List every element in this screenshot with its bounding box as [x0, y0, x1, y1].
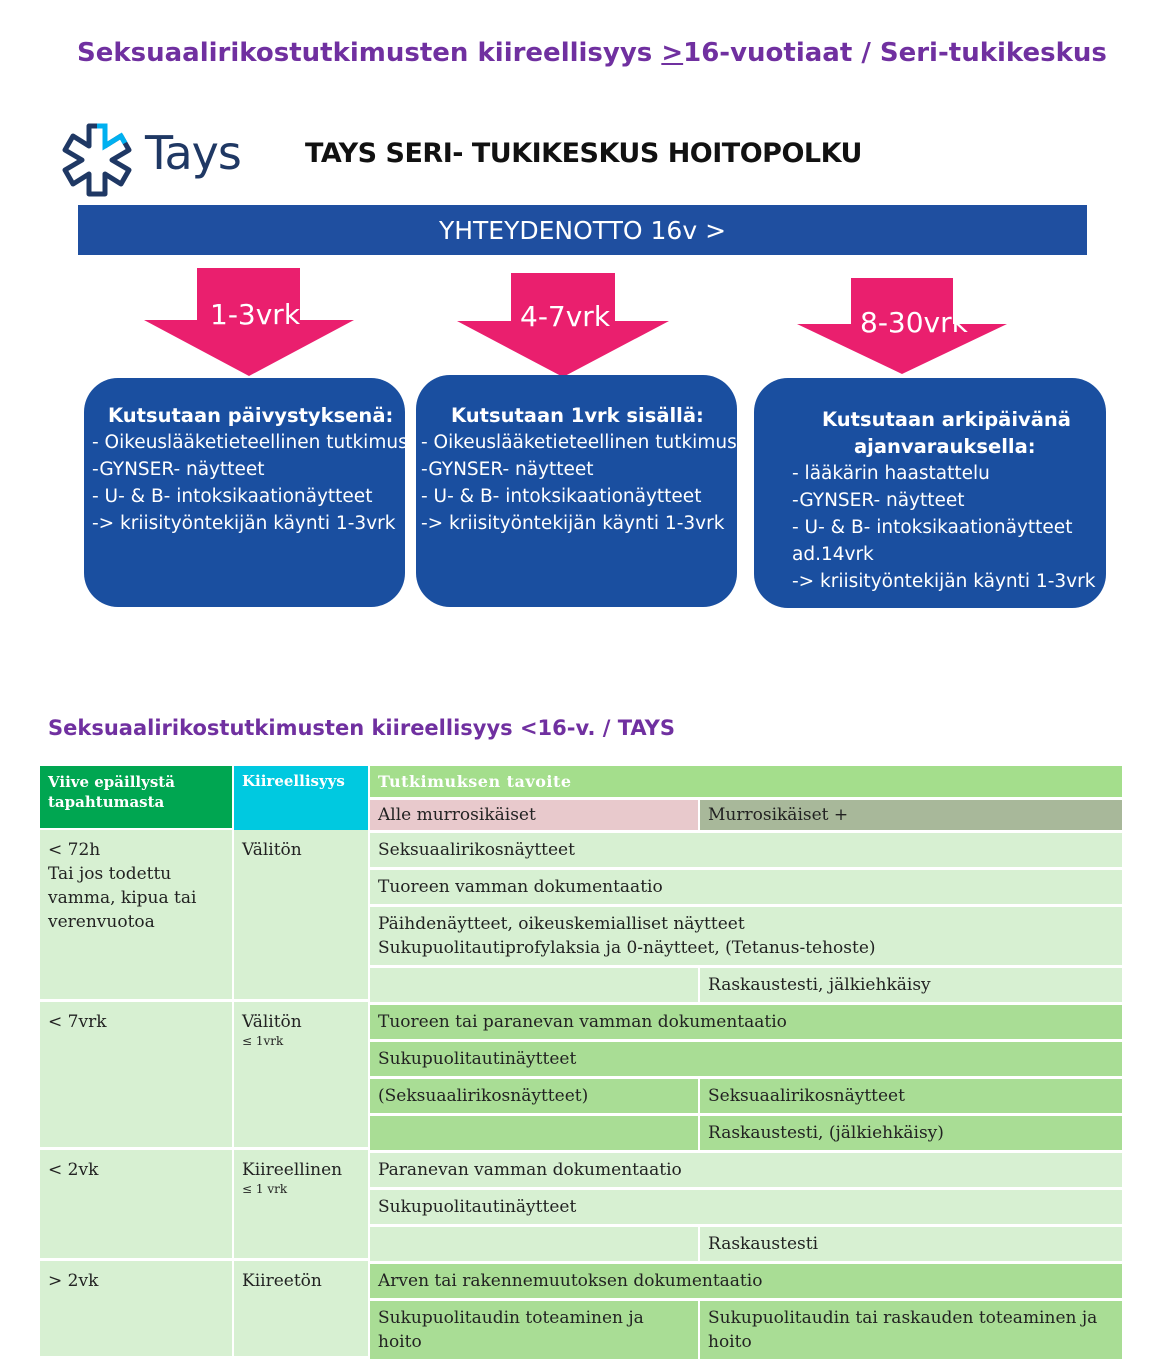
col-header-goal: Tutkimuksen tavoite: [370, 766, 1122, 797]
goal-left: (Seksuaalirikosnäytteet): [370, 1076, 700, 1113]
goal-row: Tuoreen vamman dokumentaatio: [370, 867, 1122, 904]
goal-left: [370, 965, 700, 1002]
delay-cell: [40, 1261, 234, 1359]
card-line: -GYNSER- näytteet: [92, 459, 265, 480]
goal-row: Sukupuolitautinäytteet: [370, 1039, 1122, 1076]
card-line: - U- & B- intoksikaationäytteet: [792, 517, 1073, 538]
goal-row: Tuoreen tai paranevan vamman dokumentaatio: [370, 1002, 1122, 1039]
arrow-label-1-3vrk: 1-3vrk: [210, 298, 301, 331]
urgency-cell: [234, 1150, 370, 1261]
contact-bar: YHTEYDENOTTO 16v >: [78, 205, 1087, 255]
urgency-cell: [234, 1002, 370, 1150]
urgency-note: ≤ 1vrk: [242, 1034, 284, 1048]
card-header: Kutsutaan arkipäivänä: [822, 408, 1071, 431]
col-header-delay: Viive epäillystä tapahtumasta: [40, 766, 234, 830]
delay-value: < 2vk: [48, 1160, 99, 1180]
card-line: - U- & B- intoksikaationäytteet: [421, 486, 702, 507]
goal-left: [370, 1113, 700, 1150]
card-paivystys: [84, 378, 408, 607]
delay-value: > 2vk: [48, 1271, 99, 1291]
delay-cell: [40, 830, 234, 1002]
goal-right: Sukupuolitaudin tai raskauden toteaminen ja hoito: [700, 1298, 1122, 1359]
delay-cell: [40, 1150, 234, 1261]
goal-row: [370, 904, 1122, 965]
card-line: - Oikeuslääketieteellinen tutkimus: [421, 432, 737, 453]
card-header: Kutsutaan 1vrk sisällä:: [451, 404, 704, 427]
card-line: ad.14vrk: [792, 544, 874, 565]
goal-line: Sukupuolitautiprofylaksia ja 0-näytteet, (Tetanus-tehoste): [378, 938, 876, 958]
goal-left: Sukupuolitaudin toteaminen ja hoito: [370, 1298, 700, 1359]
goal-left: [370, 1224, 700, 1261]
goal-row: Arven tai rakennemuutoksen dokumentaatio: [370, 1261, 1122, 1298]
col-header-urgency: Kiireellisyys: [234, 766, 370, 830]
urgency-note: ≤ 1 vrk: [242, 1182, 288, 1196]
arrow-label-8-30vrk: 8-30vrk: [860, 306, 968, 339]
goal-right: Raskaustesti, (jälkiehkäisy): [700, 1113, 1122, 1150]
tays-logo-text: Tays: [145, 126, 241, 180]
urgency-value: Kiireellinen: [242, 1160, 343, 1180]
card-line: -GYNSER- näytteet: [421, 459, 594, 480]
card-line: -> kriisityöntekijän käynti 1-3vrk: [792, 571, 1096, 592]
goal-right: Raskaustesti: [700, 1224, 1122, 1261]
card-line: - lääkärin haastattelu: [792, 463, 990, 484]
card-line: -> kriisityöntekijän käynti 1-3vrk: [421, 513, 725, 534]
card-line: - Oikeuslääketieteellinen tutkimus: [92, 432, 408, 453]
goal-right: Raskaustesti, jälkiehkäisy: [700, 965, 1122, 1002]
delay-value: < 7vrk: [48, 1012, 107, 1032]
card-header: ajanvarauksella:: [854, 435, 1036, 458]
card-line: -> kriisityöntekijän käynti 1-3vrk: [92, 513, 396, 534]
tays-star-logo-icon: [57, 122, 137, 198]
card-line: -GYNSER- näytteet: [792, 490, 965, 511]
goal-line: Päihdenäytteet, oikeuskemialliset näytteet: [378, 914, 745, 934]
delay-note: Tai jos todettu vamma, kipua tai verenvuotoa: [48, 864, 197, 932]
urgency-value: Kiireetön: [242, 1271, 322, 1291]
page-heading-16plus: Seksuaalirikostutkimusten kiireellisyys >16-vuotiaat / Seri-tukikeskus: [77, 38, 1107, 68]
goal-row: Seksuaalirikosnäytteet: [370, 830, 1122, 867]
card-arkipaiva: [754, 378, 1106, 608]
goal-row: Paranevan vamman dokumentaatio: [370, 1150, 1122, 1187]
card-1vrk: [416, 375, 737, 607]
urgency-value: Välitön: [242, 840, 302, 860]
goal-row: Sukupuolitautinäytteet: [370, 1187, 1122, 1224]
subheader-murrosikaiset: Murrosikäiset +: [700, 797, 1122, 830]
delay-cell: [40, 1002, 234, 1150]
delay-value: < 72h: [48, 840, 101, 860]
subheader-alle-murrosikaiset: Alle murrosikäiset: [370, 797, 700, 830]
urgency-value: Välitön: [242, 1012, 302, 1032]
card-line: - U- & B- intoksikaationäytteet: [92, 486, 373, 507]
urgency-table: [40, 766, 1122, 1359]
urgency-cell: [234, 830, 370, 1002]
heading-underlined-symbol: >: [661, 38, 684, 68]
arrow-label-4-7vrk: 4-7vrk: [520, 300, 611, 333]
goal-right: Seksuaalirikosnäytteet: [700, 1076, 1122, 1113]
slide-title: TAYS SERI- TUKIKESKUS HOITOPOLKU: [305, 138, 862, 169]
page-heading-under16: Seksuaalirikostutkimusten kiireellisyys <16-v. / TAYS: [48, 716, 676, 740]
urgency-cell: [234, 1261, 370, 1359]
card-header: Kutsutaan päivystyksenä:: [108, 404, 394, 427]
